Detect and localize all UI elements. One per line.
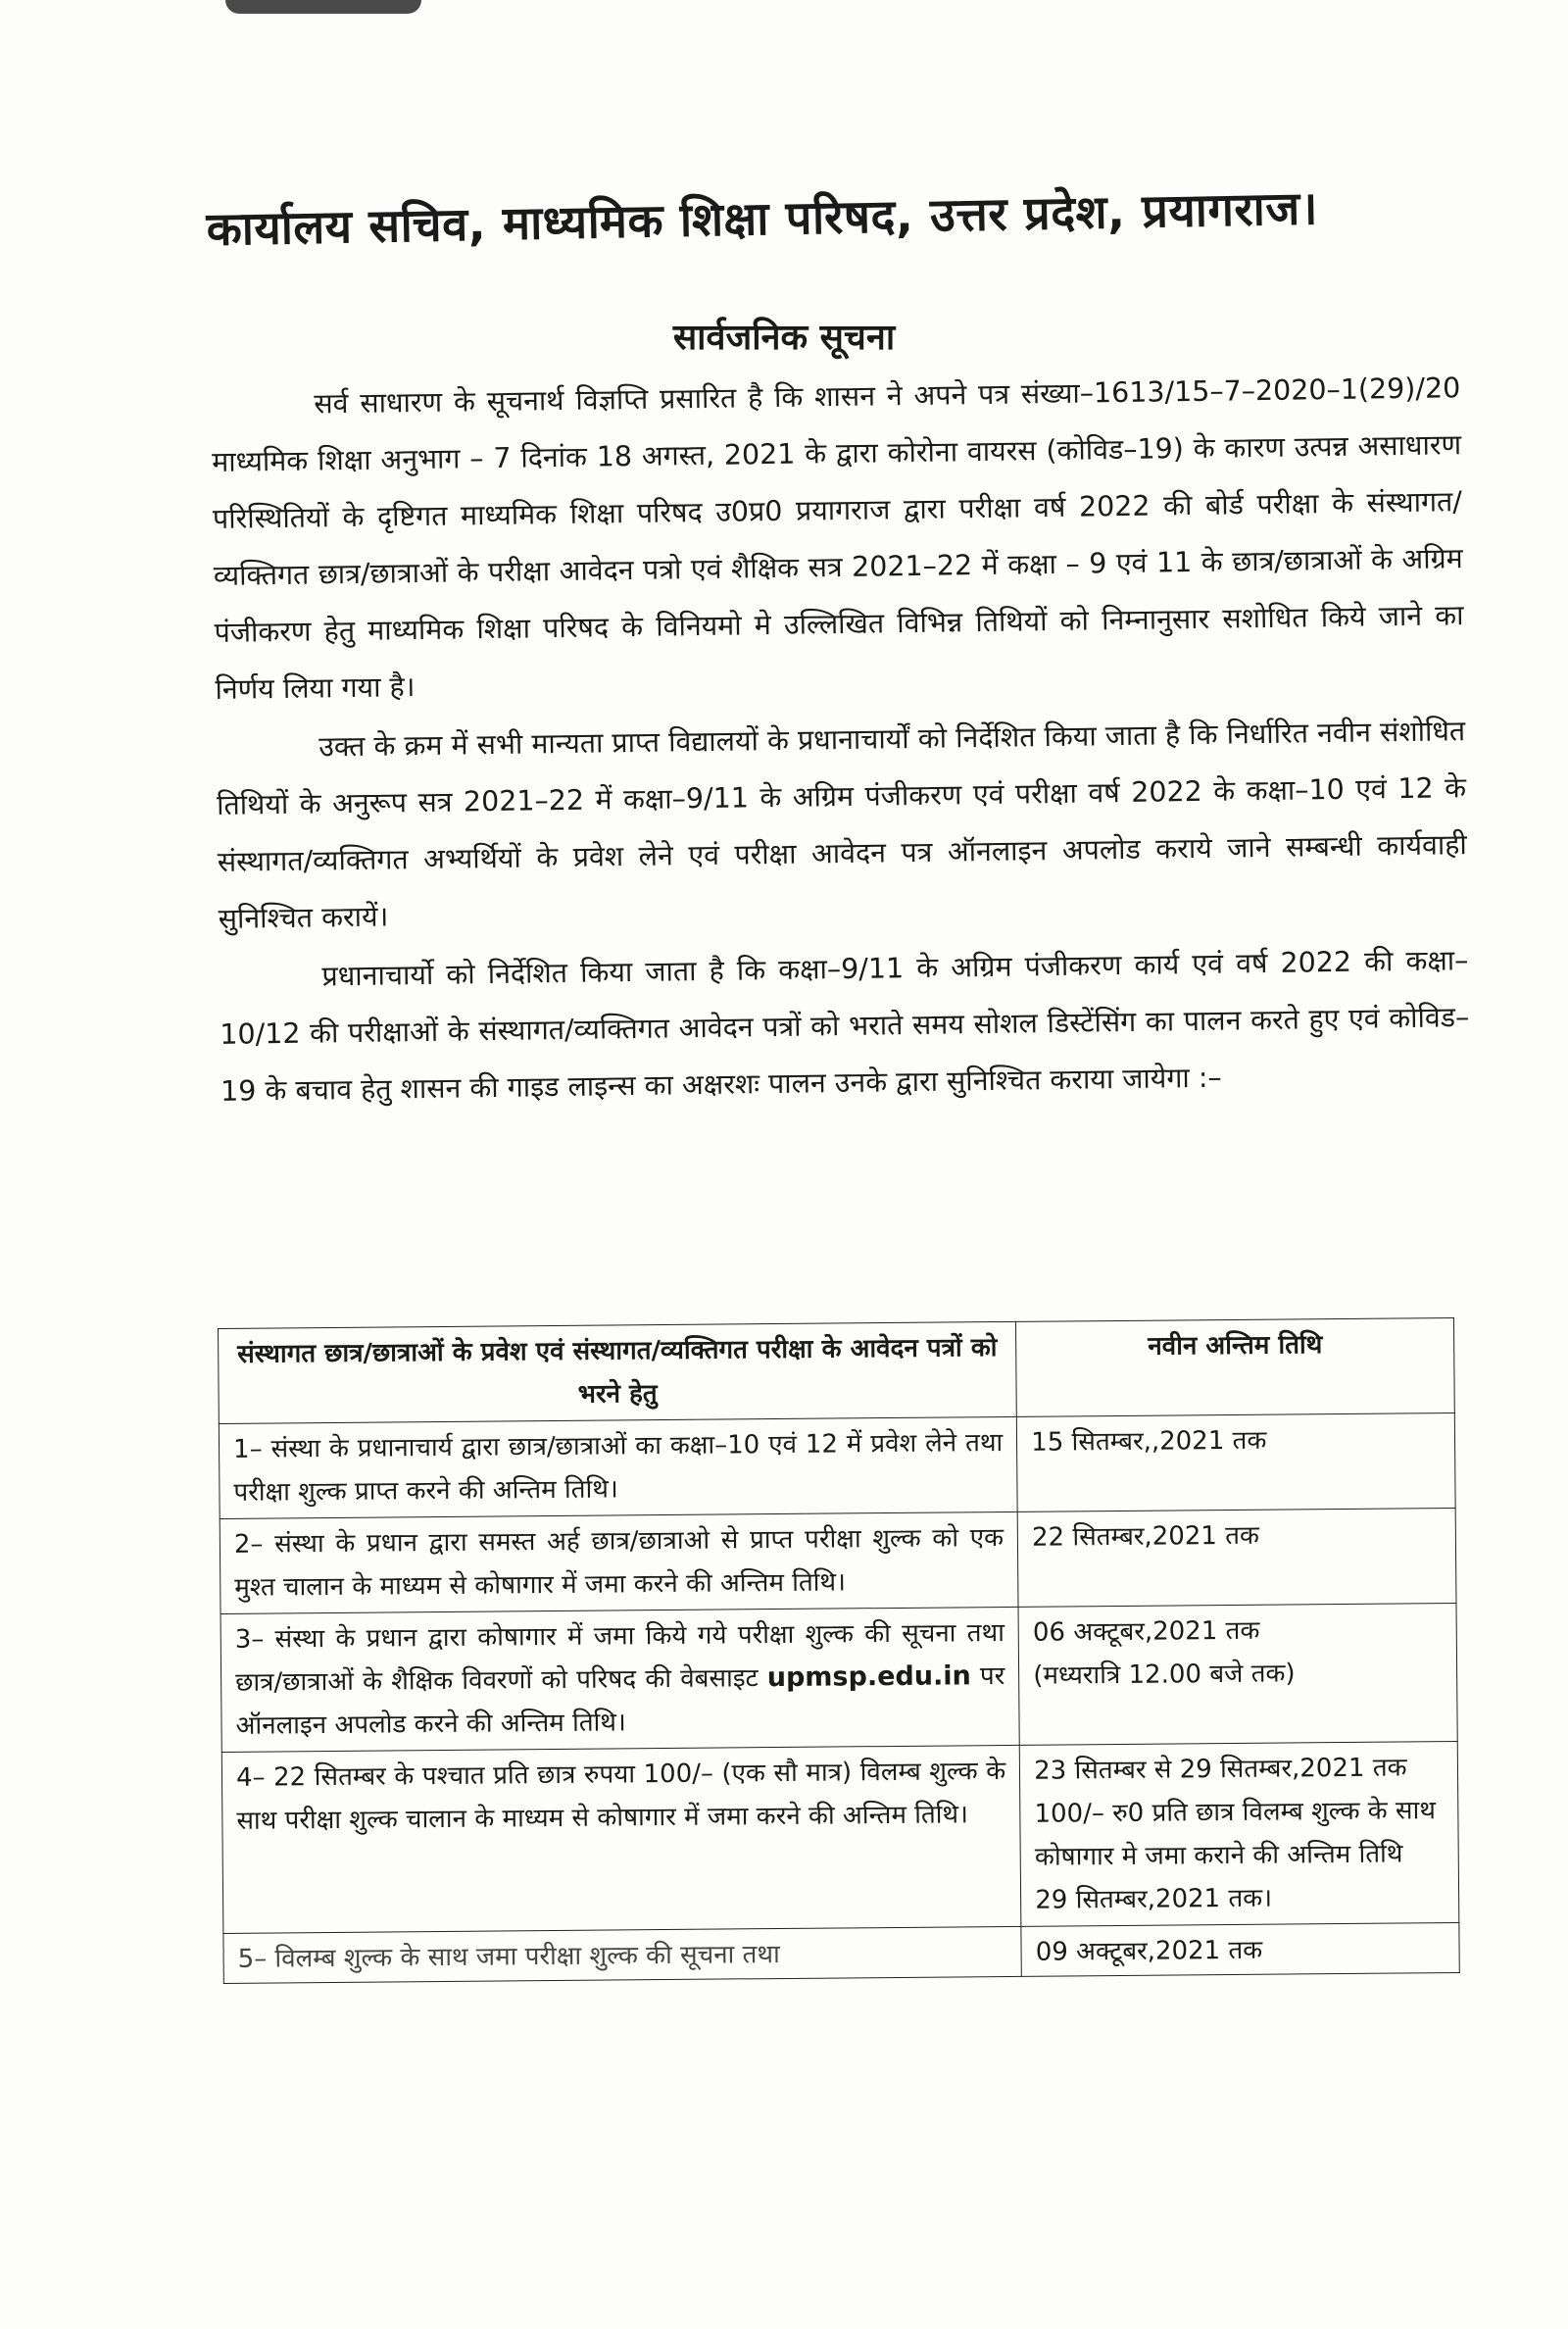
task-cell: 4– 22 सितम्बर के पश्चात प्रति छात्र रुपया 100/– (एक सौ मात्र) विलम्ब शुल्क के साथ परीक्षा शुल्क चालान के माध्यम से कोषागार में जमा करने की अन्तिम तिथि। [221, 1745, 1021, 1933]
paragraph-3: प्रधानाचार्यो को निर्देशित किया जाता है कि कक्षा–9/11 के अग्रिम पंजीकरण कार्य एवं वर्ष 2022 की कक्षा–10/12 की परीक्षाओं के संस्थागत/व्यक्तिगत आवेदन पत्रों को भराते समय सोशल डिस्टेंसिंग का पालन करते हुए एवं कोविड–19 के बचाव हेतु शासन की गाइड लाइन्स का अक्षरशः पालन उनके द्वारा सुनिश्चित कराया जायेगा :– [220, 944, 1470, 1108]
task-cell: 2– संस्था के प्रधान द्वारा समस्त अर्ह छात्र/छात्राओ से प्राप्त परीक्षा शुल्क को एक मुश्त चालान के माध्यम से कोषागार में जमा करने की अन्तिम तिथि। [220, 1511, 1018, 1613]
deadline-note: 29 सितम्बर,2021 तक। [1035, 1883, 1273, 1915]
table-row [220, 1508, 1456, 1613]
deadline-cell [1018, 1603, 1457, 1745]
header-task: संस्थागत छात्र/छात्राओं के प्रवेश एवं संस्थागत/व्यक्तिगत परीक्षा के आवेदन पत्रों को भरने हेतु [219, 1321, 1017, 1423]
table-row [223, 1922, 1459, 1983]
task-text: 3– संस्था के प्रधान द्वारा कोषागार में जमा किये गये परीक्षा शुल्क की सूचना तथा छात्र/छात्राओं के शैक्षिक विवरणों को परिषद की वेबसाइट [234, 1618, 1005, 1698]
paragraph-2: उक्त के क्रम में सभी मान्यता प्राप्त विद्यालयों के प्रधानाचार्यों को निर्देशित किया जाता है कि निर्धारित नवीन संशोधित तिथियों के अनुरूप सत्र 2021–22 में कक्षा–9/11 के अग्रिम पंजीकरण एवं परीक्षा वर्ष 2022 के कक्षा–10 एवं 12 के संस्थागत/व्यक्तिगत अभ्यर्थियों के प्रवेश लेने एवं परीक्षा आवेदन पत्र ऑनलाइन अपलोड कराये जाने सम्बन्धी कार्यवाही सुनिश्चित करायें। [216, 715, 1468, 935]
deadline-note: (मध्यरात्रि 12.00 बजे तक) [1033, 1659, 1296, 1691]
table-row [220, 1603, 1457, 1752]
website-text: upmsp.edu.in [766, 1660, 971, 1694]
task-cell [220, 1607, 1019, 1752]
task-cell: 5– विलम्ब शुल्क के साथ जमा परीक्षा शुल्क की सूचना तथा [223, 1926, 1022, 1983]
header-deadline: नवीन अन्तिम तिथि [1016, 1317, 1455, 1416]
deadline-table [218, 1317, 1460, 1984]
notice-title: सार्वजनिक सूचना [672, 318, 896, 358]
office-title: कार्यालय सचिव, माध्यमिक शिक्षा परिषद, उत्तर प्रदेश, प्रयागराज। [206, 181, 1319, 257]
deadline-cell [1019, 1741, 1458, 1926]
task-text-end: पर ऑनलाइन अपलोड करने की अन्तिम तिथि। [235, 1661, 1005, 1741]
deadline-text: 06 अक्टूबर,2021 तक [1032, 1615, 1260, 1648]
table-header-row [219, 1317, 1455, 1423]
deadline-cell: 15 सितम्बर,,2021 तक [1016, 1412, 1455, 1511]
deadline-text: 23 सितम्बर से 29 सितम्बर,2021 तक 100/– रु0 प्रति छात्र विलम्ब शुल्क के साथ कोषागार मे जमा कराने की अन्तिम तिथि [1034, 1753, 1437, 1872]
scan-smudge [225, 0, 421, 14]
paragraph-1: सर्व साधारण के सूचनार्थ विज्ञप्ति प्रसारित है कि शासन ने अपने पत्र संख्या–1613/15–7–2020–1(29)/20 माध्यमिक शिक्षा अनुभाग – 7 दिनांक 18 अगस्त, 2021 के द्वारा कोरोना वायरस (कोविड–19) के कारण उत्पन्न असाधारण परिस्थितियों के दृष्टिगत माध्यमिक शिक्षा परिषद उ0प्र0 प्रयागराज द्वारा परीक्षा वर्ष 2022 की बोर्ड परीक्षा के संस्थागत/व्यक्तिगत छात्र/छात्राओं के परीक्षा आवेदन पत्रो एवं शैक्षिक सत्र 2021–22 में कक्षा – 9 एवं 11 के छात्र/छात्राओं के अग्रिम पंजीकरण हेतु माध्यमिक शिक्षा परिषद के विनियमो मे उल्लिखित विभिन्न तिथियों को निम्नानुसार सशोधित किये जाने का निर्णय लिया गया है। [211, 372, 1464, 706]
table-row [221, 1741, 1459, 1933]
table-row [219, 1412, 1455, 1518]
notice-body [211, 360, 1470, 1120]
deadline-cell: 09 अक्टूबर,2021 तक [1021, 1922, 1459, 1976]
deadline-cell: 22 सितम्बर,2021 तक [1017, 1508, 1456, 1607]
task-cell: 1– संस्था के प्रधानाचार्य द्वारा छात्र/छात्राओं का कक्षा–10 एवं 12 में प्रवेश लेने तथा परीक्षा शुल्क प्राप्त करने की अन्तिम तिथि। [219, 1416, 1017, 1518]
